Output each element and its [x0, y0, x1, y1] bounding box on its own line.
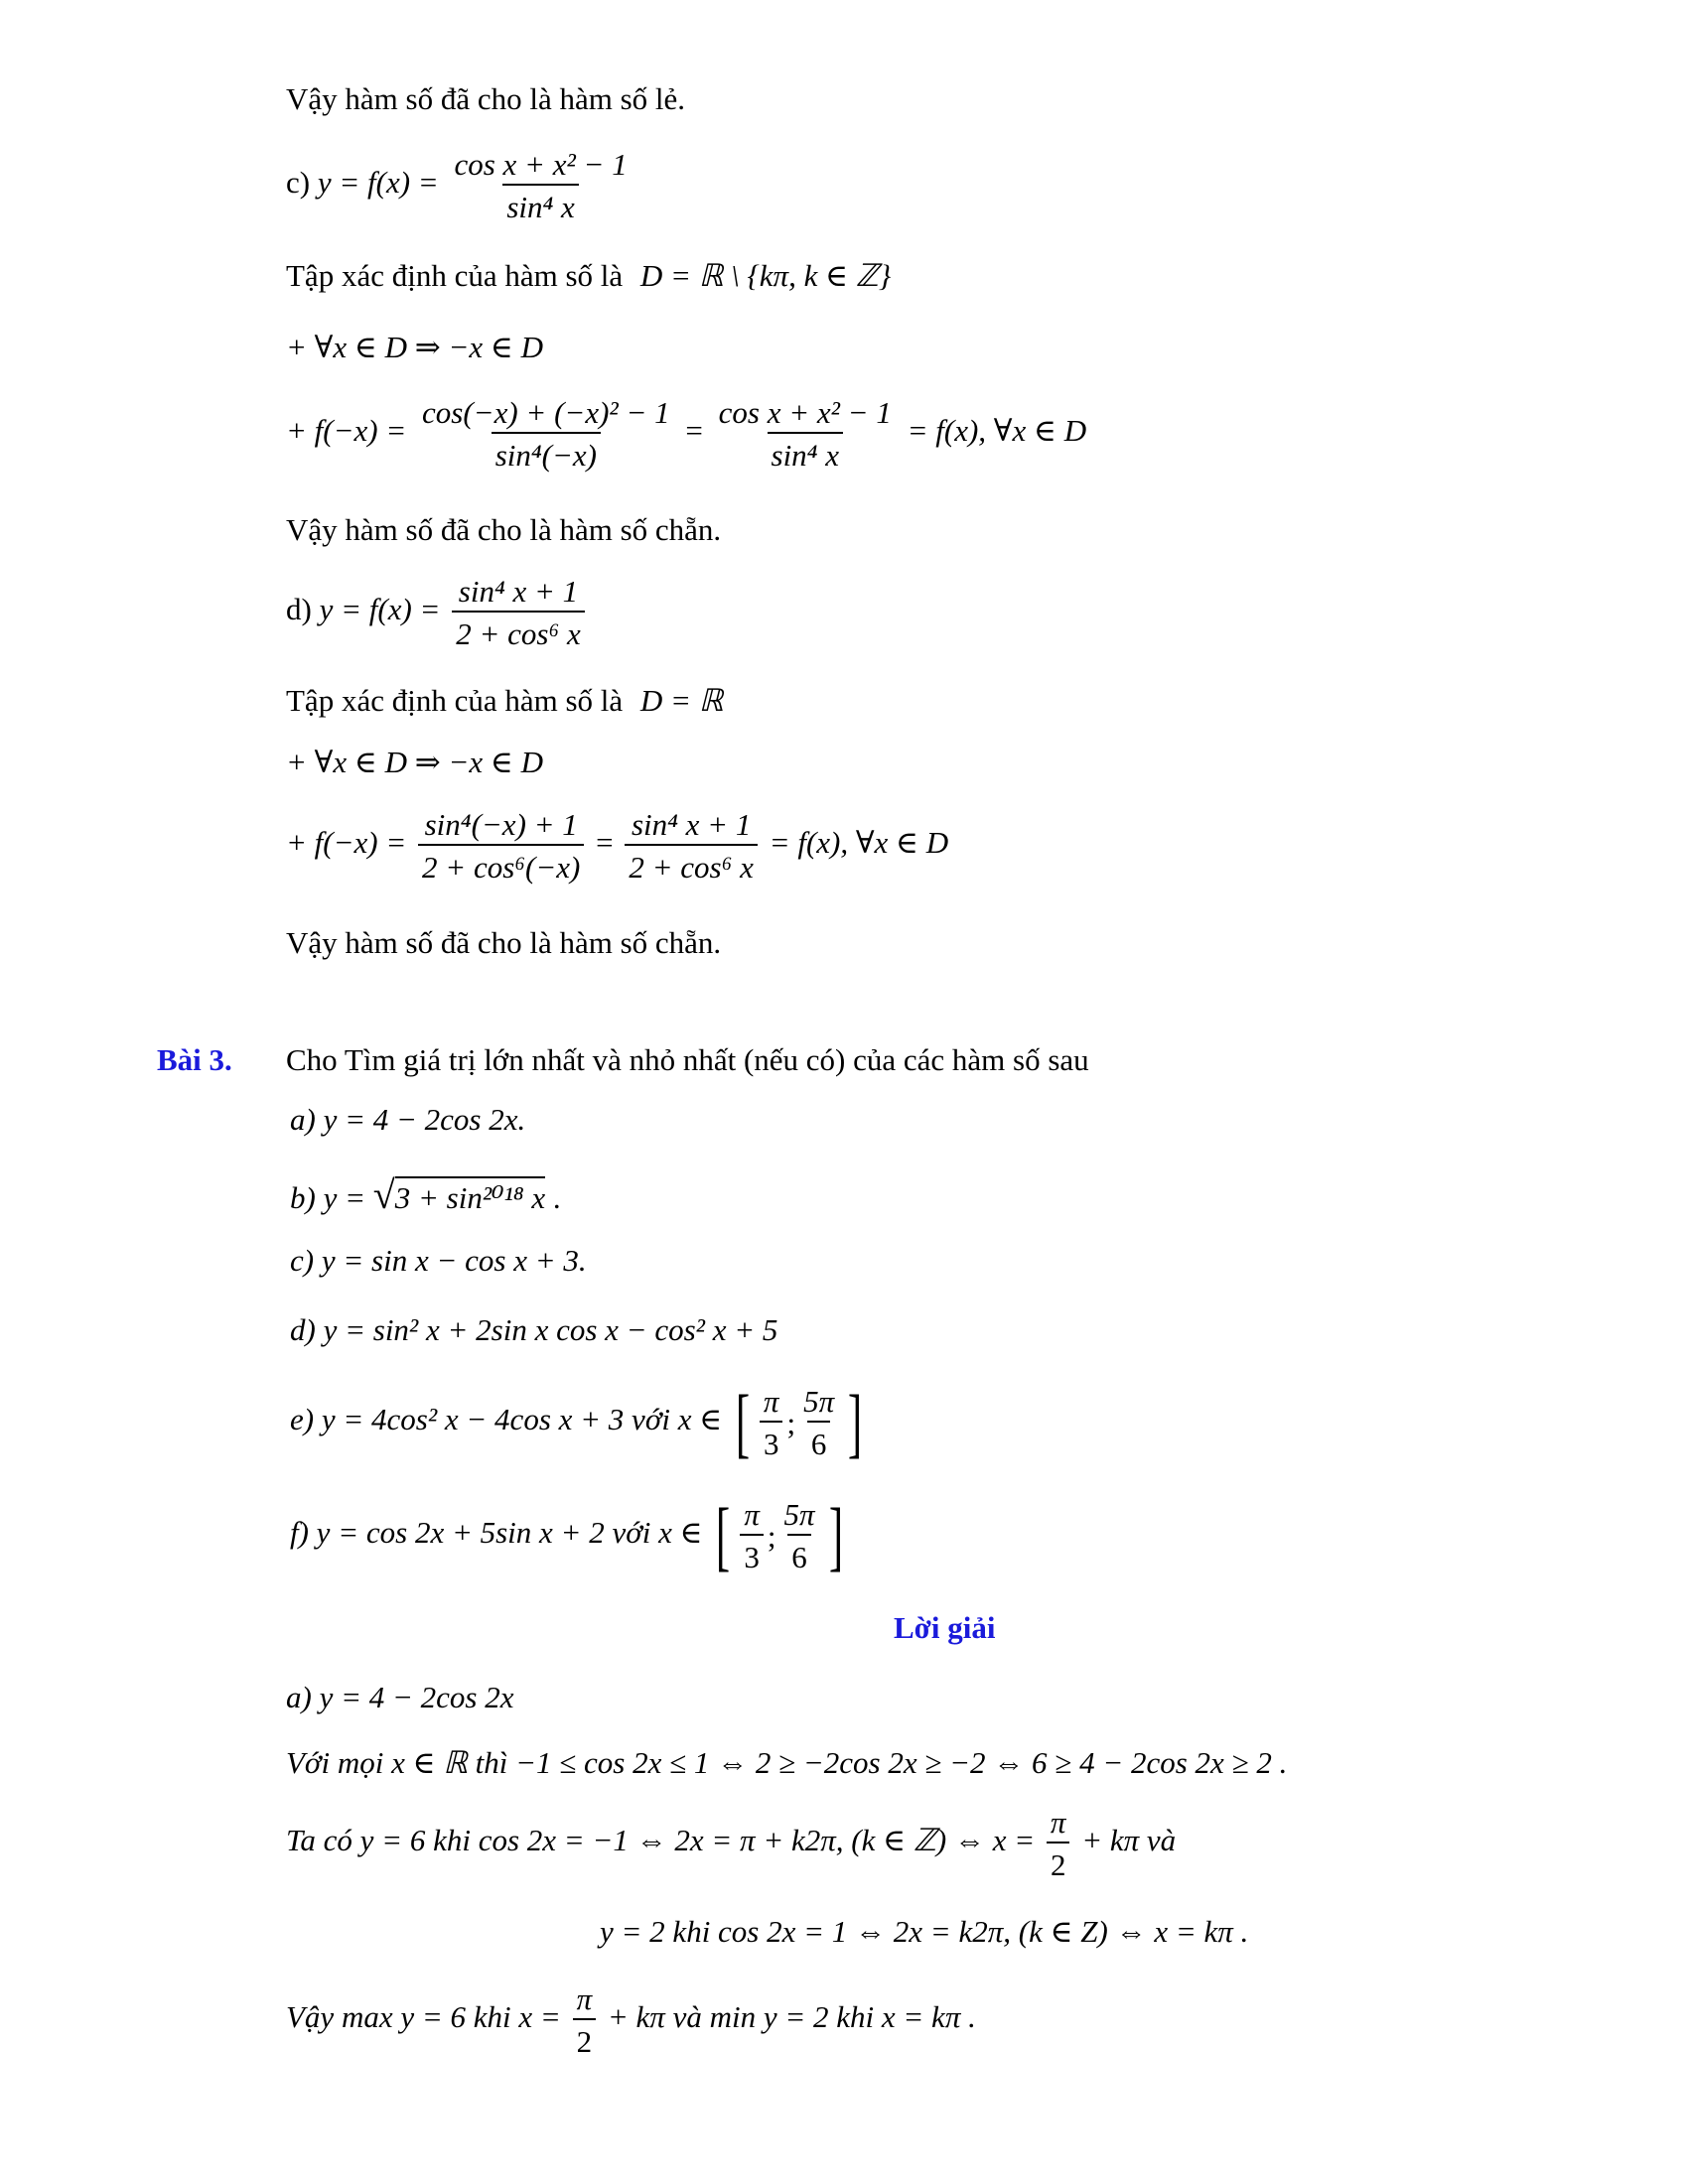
sol-a-line2-post: + kπ và: [1081, 1823, 1177, 1858]
sol-a-line4: [286, 1983, 976, 2057]
c-function: [286, 149, 635, 222]
bai3-item-e-interval: [730, 1378, 868, 1465]
bai3-item-b-label: b) y =: [290, 1180, 366, 1215]
bai3-label: Bài 3.: [157, 1042, 232, 1077]
bai3-item-e-sep: ;: [786, 1405, 796, 1440]
c-label: c): [286, 165, 311, 201]
bai3-item-f-frac1: [740, 1499, 764, 1572]
c-step2-rhs: = f(x), ∀x ∈ D: [907, 413, 1087, 449]
sol-a-line4-frac: [573, 1983, 597, 2057]
d-label: d): [286, 592, 312, 627]
sqrt-icon: √: [372, 1172, 395, 1217]
d-function: [286, 576, 589, 649]
d-step2-den1: 2 + cos⁶(−x): [418, 844, 584, 883]
c-conclusion: Vậy hàm số đã cho là hàm số chẵn.: [286, 512, 722, 547]
sol-a-line4-pre: Vậy max y = 6 khi x =: [286, 1999, 561, 2035]
sol-a-line2: [286, 1807, 1176, 1880]
sol-a-line4-post: + kπ và min y = 2 khi x = kπ .: [607, 1999, 976, 2035]
bai3-item-f-den2: 6: [787, 1534, 811, 1572]
bai3-item-f-den1: 3: [740, 1534, 764, 1572]
c-intro: Vậy hàm số đã cho là hàm số lẻ.: [286, 81, 686, 116]
bai3-item-e-frac1: [760, 1386, 783, 1459]
bai3-item-b-end: .: [552, 1180, 561, 1215]
d-step2-num2: sin⁴ x + 1: [631, 807, 752, 842]
sol-a-line2-pre: Ta có y = 6 khi cos 2x = −1 ⇔ 2x = π + k2π, (k ∈ ℤ) ⇔ x =: [286, 1823, 1036, 1858]
bai3-item-f-num2: 5π: [783, 1497, 815, 1532]
c-func-den: sin⁴ x: [502, 184, 578, 222]
bai3-item-c: c) y = sin x − cos x + 3.: [290, 1243, 587, 1278]
c-domain: [286, 260, 891, 291]
d-step2-fraction2: [625, 809, 758, 883]
c-step2-eq: =: [685, 413, 703, 449]
c-func-fraction: [450, 149, 631, 222]
bai3-item-e: [290, 1378, 868, 1465]
d-step2-fraction1: [418, 809, 584, 883]
d-step2-eq: =: [596, 825, 614, 861]
sol-a-line3: y = 2 khi cos 2x = 1 ⇔ 2x = k2π, (k ∈ Z) ⇔ x = kπ .: [600, 1914, 1249, 1949]
bai3-item-a: a) y = 4 − 2cos 2x.: [290, 1102, 526, 1137]
c-step2-fraction1: [418, 397, 674, 471]
right-bracket-icon: ]: [828, 1491, 843, 1578]
left-bracket-icon: [: [716, 1491, 731, 1578]
sol-a-line4-num: π: [576, 1981, 593, 2016]
d-domain-math: D = ℝ: [639, 683, 724, 718]
sol-a-line4-den: 2: [573, 2018, 597, 2057]
d-domain: [286, 685, 723, 716]
d-func-lhs: y = f(x) =: [319, 592, 441, 627]
d-step2-num1: sin⁴(−x) + 1: [424, 807, 578, 842]
bai3-item-f: [290, 1491, 849, 1578]
d-domain-text: Tập xác định của hàm số là: [286, 683, 624, 718]
right-bracket-icon: ]: [847, 1378, 863, 1465]
sol-a-heading: a) y = 4 − 2cos 2x: [286, 1680, 514, 1714]
c-step2-num2: cos x + x² − 1: [718, 395, 892, 430]
c-step1: + ∀x ∈ D ⇒ −x ∈ D: [286, 330, 543, 364]
c-step2: [286, 397, 1086, 471]
bai3-item-f-interval: [710, 1491, 848, 1578]
sol-a-line1: Với mọi x ∈ ℝ thì −1 ≤ cos 2x ≤ 1 ⇔ 2 ≥ −2cos 2x ≥ −2 ⇔ 6 ≥ 4 − 2cos 2x ≥ 2 .: [286, 1745, 1288, 1780]
bai3-item-e-frac2: [799, 1386, 838, 1459]
c-step2-den2: sin⁴ x: [768, 432, 843, 471]
sol-a-line2-frac: [1047, 1807, 1070, 1880]
bai3-prompt: Cho Tìm giá trị lớn nhất và nhỏ nhất (nếu có) của các hàm số sau: [286, 1042, 1089, 1077]
sol-a-line2-den: 2: [1047, 1842, 1070, 1880]
bai3-item-f-label: f) y = cos 2x + 5sin x + 2 với x ∈: [290, 1515, 703, 1551]
bai3-item-e-den1: 3: [760, 1421, 783, 1459]
bai3-item-b: [290, 1172, 561, 1217]
bai3-item-f-sep: ;: [767, 1518, 776, 1554]
d-step1: + ∀x ∈ D ⇒ −x ∈ D: [286, 745, 543, 779]
sol-a-line2-num: π: [1050, 1805, 1066, 1840]
c-domain-text: Tập xác định của hàm số là: [286, 258, 624, 293]
bai3-item-e-num1: π: [763, 1384, 779, 1419]
bai3-item-e-den2: 6: [807, 1421, 831, 1459]
bai3-item-f-num1: π: [744, 1497, 760, 1532]
c-step2-fraction2: [715, 397, 896, 471]
d-step2-den2: 2 + cos⁶ x: [625, 844, 758, 883]
d-step2-rhs: = f(x), ∀x ∈ D: [769, 825, 949, 861]
left-bracket-icon: [: [735, 1378, 751, 1465]
c-step2-lhs: + f(−x) =: [286, 413, 407, 449]
d-step2: [286, 809, 948, 883]
c-func-num: cos x + x² − 1: [454, 147, 628, 182]
c-step2-den1: sin⁴(−x): [492, 432, 601, 471]
bai3-item-f-frac2: [779, 1499, 818, 1572]
c-domain-math: D = ℝ \ {kπ, k ∈ ℤ}: [639, 258, 892, 293]
d-step2-lhs: + f(−x) =: [286, 825, 407, 861]
bai3-item-e-num2: 5π: [803, 1384, 835, 1419]
d-func-den: 2 + cos⁶ x: [452, 611, 585, 649]
d-func-fraction: [452, 576, 585, 649]
c-step2-num1: cos(−x) + (−x)² − 1: [422, 395, 670, 430]
d-func-num: sin⁴ x + 1: [458, 574, 579, 609]
bai3-item-e-label: e) y = 4cos² x − 4cos x + 3 với x ∈: [290, 1402, 723, 1437]
d-conclusion: Vậy hàm số đã cho là hàm số chẵn.: [286, 925, 722, 960]
bai3-item-b-radicand: 3 + sin²⁰¹⁸ x: [395, 1176, 545, 1215]
c-func-lhs: y = f(x) =: [317, 165, 439, 201]
bai3-item-d: d) y = sin² x + 2sin x cos x − cos² x + 5: [290, 1312, 778, 1347]
solution-title: Lời giải: [894, 1610, 996, 1645]
